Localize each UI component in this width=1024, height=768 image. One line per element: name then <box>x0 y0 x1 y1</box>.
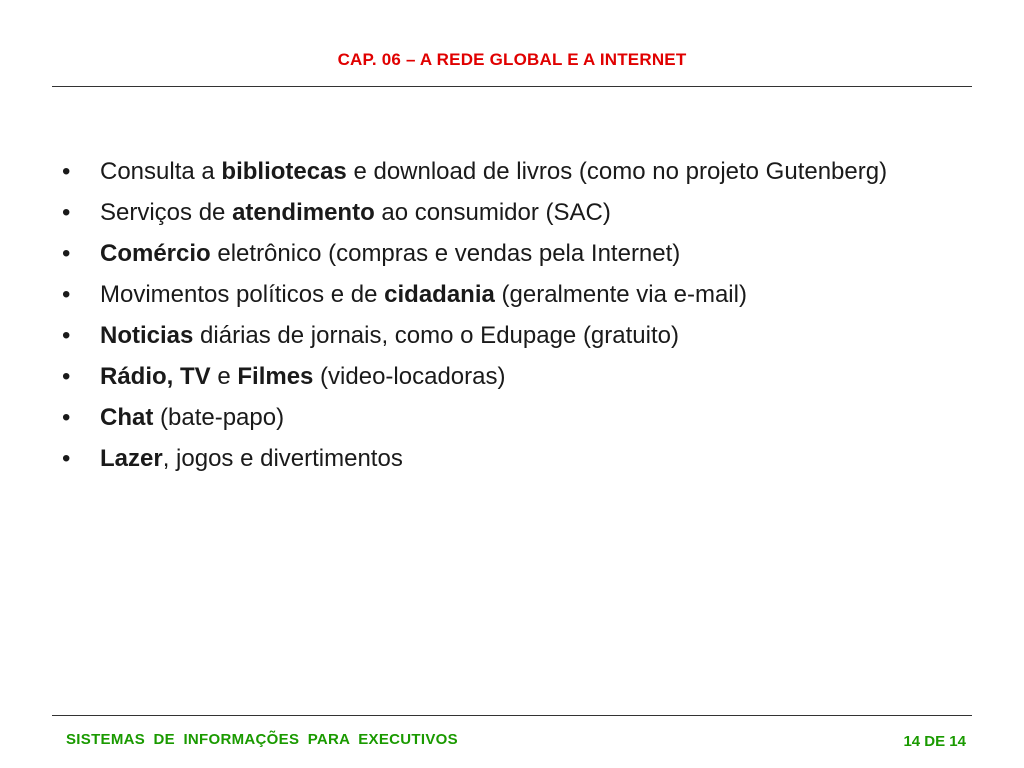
list-item <box>62 237 922 270</box>
bullet-text-mid: e <box>210 363 238 390</box>
bullet-text-pre: Serviços de <box>100 199 233 226</box>
list-item <box>62 196 922 229</box>
bullet-text-post: (geralmente via e-mail) <box>494 281 747 308</box>
bullet-text-post: diárias de jornais, como o Edupage (gratuito) <box>193 322 679 349</box>
page-number: 14 DE 14 <box>903 733 966 750</box>
bullet-icon: • <box>62 363 71 390</box>
bullet-list <box>62 155 922 483</box>
bullet-icon: • <box>62 199 71 226</box>
bullet-text-post: ao consumidor (SAC) <box>374 199 611 226</box>
bullet-text-post: e download de livros (como no projeto Gutenberg) <box>346 158 888 185</box>
bullet-icon: • <box>62 445 71 472</box>
bullet-text-bold: atendimento <box>232 199 375 226</box>
bullet-text-pre: Movimentos políticos e de <box>100 281 385 308</box>
bullet-text-bold: Rádio, TV <box>100 363 211 390</box>
list-item <box>62 401 922 434</box>
bullet-text-bold: cidadania <box>384 281 495 308</box>
bullet-text-bold: bibliotecas <box>221 158 347 185</box>
slide-title: CAP. 06 – A REDE GLOBAL E A INTERNET <box>337 50 687 69</box>
bullet-text-pre: Consulta a <box>100 158 222 185</box>
bullet-icon: • <box>62 158 71 185</box>
footer-divider <box>52 715 972 716</box>
footer-course-title: SISTEMAS DE INFORMAÇÕES PARA EXECUTIVOS <box>66 731 458 748</box>
list-item <box>62 278 922 311</box>
bullet-text-post: (video-locadoras) <box>313 363 506 390</box>
bullet-text-bold-2: Filmes <box>237 363 314 390</box>
bullet-text-bold: Lazer <box>100 445 163 472</box>
list-item <box>62 442 922 475</box>
list-item <box>62 319 922 352</box>
bullet-text-post: eletrônico (compras e vendas pela Internet) <box>210 240 681 267</box>
bullet-text-post: , jogos e divertimentos <box>162 445 403 472</box>
bullet-icon: • <box>62 404 71 431</box>
bullet-text-post: (bate-papo) <box>153 404 285 431</box>
bullet-text-bold: Noticias <box>100 322 194 349</box>
bullet-text-bold: Chat <box>100 404 154 431</box>
bullet-icon: • <box>62 322 71 349</box>
list-item <box>62 360 922 393</box>
header-divider <box>52 86 972 87</box>
bullet-icon: • <box>62 281 71 308</box>
bullet-icon: • <box>62 240 71 267</box>
list-item <box>62 155 922 188</box>
bullet-text-bold: Comércio <box>100 240 211 267</box>
